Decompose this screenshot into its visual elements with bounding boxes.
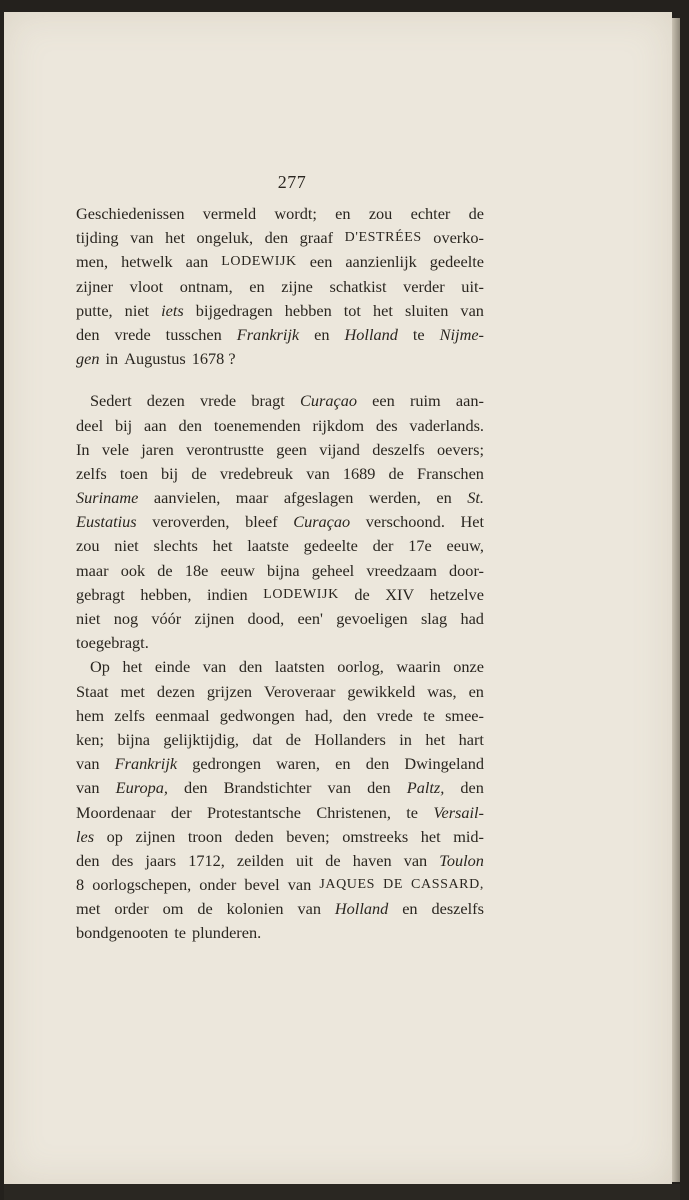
word: verschoond.	[365, 512, 445, 532]
text-line	[76, 873, 484, 897]
word: zijner	[76, 276, 114, 296]
word: tijding	[76, 228, 119, 248]
text-line	[76, 704, 484, 728]
paragraph-2	[76, 389, 484, 655]
page-edge	[672, 18, 680, 1182]
italic-place-name: gen	[76, 349, 100, 369]
italic-place-name: Curaçao	[299, 391, 357, 411]
word: bijna	[117, 729, 150, 749]
word: eeuw,	[446, 536, 484, 556]
text-line	[76, 226, 484, 250]
word: troon	[187, 826, 223, 846]
text-line	[76, 347, 484, 371]
word: ook	[120, 560, 146, 580]
name-small-caps: CASSARD,	[411, 877, 484, 893]
word: 1678 ?	[191, 349, 236, 369]
word: was,	[427, 681, 457, 701]
page-text	[76, 166, 484, 946]
word: maar	[235, 488, 269, 508]
word: ruim	[409, 391, 441, 411]
text-line	[76, 776, 484, 800]
word: en	[468, 681, 484, 701]
word: verder	[403, 276, 445, 296]
word: met	[120, 681, 145, 701]
word: een'	[297, 609, 323, 628]
word: en	[314, 324, 330, 344]
word: onder	[199, 875, 237, 895]
italic-place-name: Holland	[334, 899, 389, 919]
word: van	[327, 778, 352, 798]
word: dezen	[156, 681, 195, 701]
word: uit	[296, 850, 314, 870]
italic-place-name: les	[76, 826, 95, 846]
word: Geschiedenissen	[76, 204, 185, 223]
word: Veroveraar	[264, 681, 336, 701]
italic-place-name: Paltz,	[406, 778, 445, 798]
text-line	[76, 275, 484, 299]
word: bevel	[244, 875, 280, 895]
word: ontnam,	[179, 276, 233, 296]
word: ken;	[76, 729, 105, 749]
word: aanvielen,	[153, 488, 221, 508]
word: plunderen.	[192, 923, 262, 943]
word: beven;	[286, 826, 330, 846]
word: en	[249, 276, 265, 296]
word: bijgedragen	[195, 300, 273, 320]
word: oorlog,	[337, 657, 384, 677]
word: haven	[352, 850, 392, 870]
word: omstreeks	[342, 826, 409, 846]
text-line	[76, 728, 484, 752]
name-small-caps: LODEWIJK	[221, 254, 297, 270]
italic-word: iets	[161, 300, 184, 320]
word: met	[76, 899, 101, 919]
word: nog	[113, 609, 139, 628]
word: het	[425, 729, 446, 749]
text-line	[76, 752, 484, 776]
text-line	[76, 680, 484, 704]
word: en	[335, 204, 351, 223]
word: Augustus	[124, 349, 186, 369]
scan-bottom-strip	[4, 1184, 680, 1200]
text-line	[76, 825, 484, 849]
word: men,	[76, 252, 109, 272]
word: deel	[76, 415, 104, 435]
word: van	[202, 657, 227, 677]
italic-place-name: Curaçao	[293, 512, 351, 532]
word: aan	[185, 252, 209, 272]
word: toen	[119, 463, 148, 483]
word: des	[375, 415, 398, 435]
word: de	[325, 850, 341, 870]
word: schatkist	[329, 276, 387, 296]
word: vaderlands.	[409, 415, 484, 435]
word: de	[354, 584, 370, 604]
text-line	[76, 921, 484, 945]
word: veroverden,	[152, 512, 230, 532]
word: zou	[76, 536, 100, 556]
word: aan	[144, 415, 167, 435]
word: zou	[368, 204, 393, 223]
word: Staat	[76, 681, 109, 701]
word: 1712,	[188, 850, 225, 870]
word: den	[460, 778, 484, 798]
word: Dwingeland	[404, 754, 484, 774]
text-line	[76, 510, 484, 534]
text-line	[76, 414, 484, 438]
text-line	[76, 607, 484, 631]
word: indien	[206, 584, 248, 604]
word: deszelfs	[431, 899, 484, 919]
word: tusschen	[165, 324, 222, 344]
word: onze	[453, 657, 484, 677]
word: had,	[305, 705, 333, 725]
word: hebben	[284, 300, 332, 320]
word: mid-	[453, 826, 484, 846]
text-line	[76, 897, 484, 921]
italic-place-name: Eustatius	[76, 512, 137, 532]
word: afgeslagen	[283, 488, 354, 508]
word: gedeelte	[429, 252, 484, 272]
word: bondgenooten	[76, 923, 169, 943]
word: den	[365, 754, 390, 774]
word: van	[130, 228, 154, 248]
name-small-caps: D'ESTRÉES	[344, 230, 422, 246]
word: hem	[76, 705, 105, 725]
word: van	[76, 754, 100, 774]
word: van	[287, 875, 312, 895]
word: den	[342, 705, 367, 725]
word: jaars	[145, 850, 177, 870]
word: waren,	[276, 754, 320, 774]
word: en	[402, 899, 418, 919]
word: zeilden	[236, 850, 284, 870]
word: dat	[252, 729, 273, 749]
word: een	[309, 252, 333, 272]
italic-place-name: Toulon	[439, 850, 484, 870]
word: hart	[458, 729, 484, 749]
word: bragt	[251, 391, 285, 411]
text-line	[76, 389, 484, 413]
word: om	[162, 899, 184, 919]
word: van	[403, 850, 428, 870]
word: laatsten	[274, 657, 325, 677]
word: In	[76, 439, 90, 459]
word: Christenen,	[316, 802, 391, 822]
text-line	[76, 250, 484, 274]
word: vreedzaam	[366, 560, 437, 580]
word: Hollanders	[314, 729, 386, 749]
word: XIV	[385, 584, 415, 604]
word: 1689	[342, 463, 376, 483]
word: waarin	[396, 657, 441, 677]
word: te	[406, 802, 419, 822]
word: de	[197, 899, 213, 919]
text-line	[76, 202, 484, 226]
word: overko-	[433, 228, 484, 248]
word: op	[106, 826, 123, 846]
word: den	[264, 228, 289, 248]
word: maar	[76, 560, 109, 580]
word: zelfs	[76, 463, 107, 483]
word: niet	[114, 536, 139, 556]
word: geen	[276, 439, 307, 459]
italic-place-name: Frankrijk	[236, 324, 300, 344]
italic-place-name: Frankrijk	[114, 754, 178, 774]
word: toenemenden	[213, 415, 301, 435]
word: de	[285, 729, 302, 749]
text-line	[76, 534, 484, 558]
word: den	[238, 657, 263, 677]
italic-place-name: Nijme-	[439, 324, 484, 344]
text-line	[76, 583, 484, 607]
italic-place-name: Suriname	[76, 488, 139, 508]
word: hebben,	[140, 584, 192, 604]
word: slag	[420, 609, 448, 628]
text-line	[76, 438, 484, 462]
word: in	[105, 349, 119, 369]
word: hetwelk	[121, 252, 173, 272]
word: zijnen	[135, 826, 176, 846]
word: gedeelte	[303, 536, 358, 556]
word: Brandstichter	[223, 778, 312, 798]
word: gedwongen	[219, 705, 295, 725]
word: bleef	[245, 512, 278, 532]
italic-place-name: Versail-	[433, 802, 484, 822]
word: vermeld	[202, 204, 257, 223]
italic-place-name: St.	[467, 488, 484, 508]
word: en	[436, 488, 452, 508]
word: werden,	[368, 488, 421, 508]
word: dezen	[146, 391, 185, 411]
word: den	[76, 324, 100, 344]
word: de	[191, 463, 207, 483]
word: des	[111, 850, 134, 870]
text-line	[76, 323, 484, 347]
word: kolonien	[226, 899, 284, 919]
word: en	[335, 754, 351, 774]
word: het	[165, 228, 185, 248]
word: verontrustte	[186, 439, 264, 459]
word: den	[367, 778, 391, 798]
word: Protestantsche	[206, 802, 302, 822]
word: het	[420, 826, 441, 846]
word: gevoeligen	[336, 609, 408, 628]
italic-place-name: Holland	[344, 324, 398, 344]
word: niet	[76, 609, 101, 628]
word: dood,	[247, 609, 285, 628]
word: oevers;	[436, 439, 484, 459]
word: van	[76, 778, 100, 798]
word: 8	[76, 875, 85, 895]
word: order	[114, 899, 149, 919]
text-line	[76, 462, 484, 486]
word: oorlogschepen,	[92, 875, 192, 895]
text-line	[76, 559, 484, 583]
word: uit-	[461, 276, 484, 296]
word: vijand	[319, 439, 360, 459]
word: het	[212, 536, 233, 556]
word: de	[468, 204, 484, 223]
word: van	[460, 300, 484, 320]
text-line	[76, 801, 484, 825]
word: gedrongen	[192, 754, 261, 774]
page-number: 277	[277, 172, 307, 192]
word: den	[76, 850, 100, 870]
word: de	[388, 463, 404, 483]
paragraph-3	[76, 655, 484, 945]
word: Het	[460, 512, 484, 532]
word: gelijktijdig,	[163, 729, 239, 749]
word: van	[297, 899, 321, 919]
word: wordt;	[274, 204, 317, 223]
word: deszelfs	[372, 439, 425, 459]
word: te	[423, 705, 435, 725]
word: der	[372, 536, 394, 556]
word: te	[412, 324, 425, 344]
italic-place-name: Europa,	[115, 778, 168, 798]
word: gebragt	[76, 584, 125, 604]
word: gewikkeld	[347, 681, 416, 701]
word: 18e	[184, 560, 209, 580]
word: had	[460, 609, 484, 628]
word: Moordenaar	[76, 802, 156, 822]
text-line	[76, 299, 484, 323]
word: van	[306, 463, 330, 483]
word: Sedert	[90, 391, 132, 411]
paragraph-gap	[76, 371, 484, 389]
word: Op	[90, 657, 110, 677]
word: slechts	[153, 536, 198, 556]
word: tot	[343, 300, 361, 320]
word: deden	[234, 826, 274, 846]
word: sluiten	[404, 300, 449, 320]
word: te	[174, 923, 186, 943]
word: vrede	[376, 705, 413, 725]
word: aanzienlijk	[345, 252, 417, 272]
word: zijne	[281, 276, 313, 296]
text-line	[76, 631, 484, 655]
name-small-caps: DE	[383, 877, 403, 893]
word: jaren	[141, 439, 174, 459]
word: zijnen	[194, 609, 235, 628]
word: 17e	[408, 536, 432, 556]
word: echter	[410, 204, 451, 223]
word: zelfs	[114, 705, 146, 725]
word: eenmaal	[155, 705, 210, 725]
text-line	[76, 849, 484, 873]
word: putte,	[76, 300, 113, 320]
word: vele	[101, 439, 129, 459]
word: den	[184, 778, 208, 798]
word: bij	[114, 415, 133, 435]
word: in	[399, 729, 412, 749]
word: grijzen	[206, 681, 253, 701]
word: hetzelve	[429, 584, 484, 604]
paragraph-1	[76, 202, 484, 371]
word: der	[170, 802, 192, 822]
word: eeuw	[220, 560, 255, 580]
word: einde	[154, 657, 191, 677]
word: laatste	[247, 536, 289, 556]
word: niet	[124, 300, 150, 320]
word: de	[157, 560, 173, 580]
word: rijkdom	[312, 415, 365, 435]
word: het	[373, 300, 393, 320]
word: een	[372, 391, 395, 411]
word: Franschen	[417, 463, 484, 483]
text-line	[76, 486, 484, 510]
word: vrede	[114, 324, 151, 344]
word: vrede	[199, 391, 237, 411]
name-small-caps: JAQUES	[319, 877, 376, 893]
word: vredebreuk	[219, 463, 294, 483]
word: ongeluk,	[196, 228, 254, 248]
word: toegebragt.	[76, 633, 149, 653]
word: het	[122, 657, 143, 677]
word: geheel	[311, 560, 355, 580]
word: vloot	[129, 276, 164, 296]
word: door-	[449, 560, 484, 580]
word: vóór	[151, 609, 182, 628]
word: bijna	[267, 560, 300, 580]
text-line	[76, 655, 484, 679]
word: aan-	[455, 391, 484, 411]
word: den	[178, 415, 202, 435]
word: bij	[161, 463, 179, 483]
word: graaf	[299, 228, 334, 248]
word: smee-	[445, 705, 484, 725]
name-small-caps: LODEWIJK	[263, 586, 339, 602]
